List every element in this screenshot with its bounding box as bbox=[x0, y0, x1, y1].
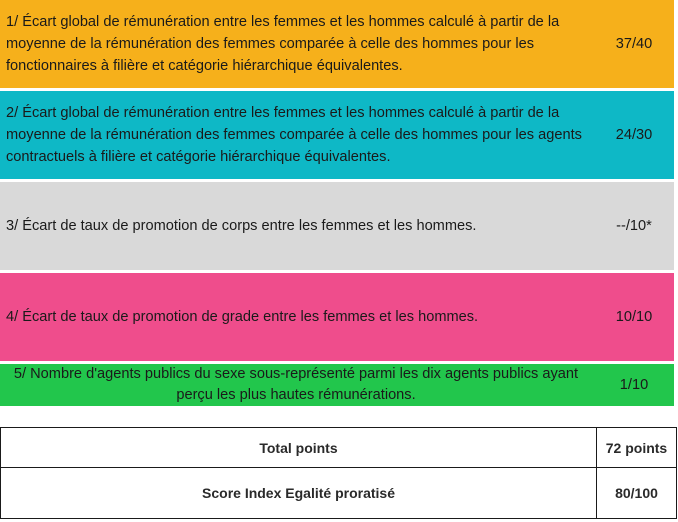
indicator-3-label: 3/ Écart de taux de promotion de corps entre les femmes et les hommes. bbox=[6, 218, 477, 234]
indicator-row-5 bbox=[0, 364, 674, 406]
indicator-3-score: --/10* bbox=[616, 218, 652, 234]
total-points-value: 72 points bbox=[597, 428, 677, 468]
indicator-row-4 bbox=[0, 273, 674, 361]
indicator-1-label: 1/ Écart global de rémunération entre les femmes et les hommes calculé à partir de la moyenne de la rémunération des femmes comparée à celle des hommes pour les fonctionnaires à filière et catégorie hiérarchique équivalentes. bbox=[6, 14, 560, 74]
indicator-1-score: 37/40 bbox=[615, 36, 653, 52]
indicator-5-label: 5/ Nombre d'agents publics du sexe sous-représenté parmi les dix agents publics ayant perçu les plus hautes rémunérations. bbox=[13, 366, 579, 403]
indicator-row-3 bbox=[0, 182, 674, 270]
indicator-5-score: 1/10 bbox=[619, 377, 649, 393]
index-score-value: 80/100 bbox=[597, 468, 677, 519]
index-score-row bbox=[1, 468, 677, 519]
indicator-row-1 bbox=[0, 0, 674, 88]
index-score-label: Score Index Egalité proratisé bbox=[1, 468, 597, 519]
indicator-row-2 bbox=[0, 91, 674, 179]
indicator-2-score: 24/30 bbox=[615, 127, 653, 143]
indicator-4-label: 4/ Écart de taux de promotion de grade entre les femmes et les hommes. bbox=[6, 309, 479, 325]
total-points-row bbox=[1, 428, 677, 468]
indicator-2-label: 2/ Écart global de rémunération entre les femmes et les hommes calculé à partir de la moyenne de la rémunération des femmes comparée à celle des hommes pour les agents contractuels à filière et catégorie hiérarchique équivalentes. bbox=[6, 105, 582, 165]
summary-table bbox=[0, 427, 677, 519]
indicator-4-score: 10/10 bbox=[615, 309, 653, 325]
total-points-label: Total points bbox=[1, 428, 597, 468]
